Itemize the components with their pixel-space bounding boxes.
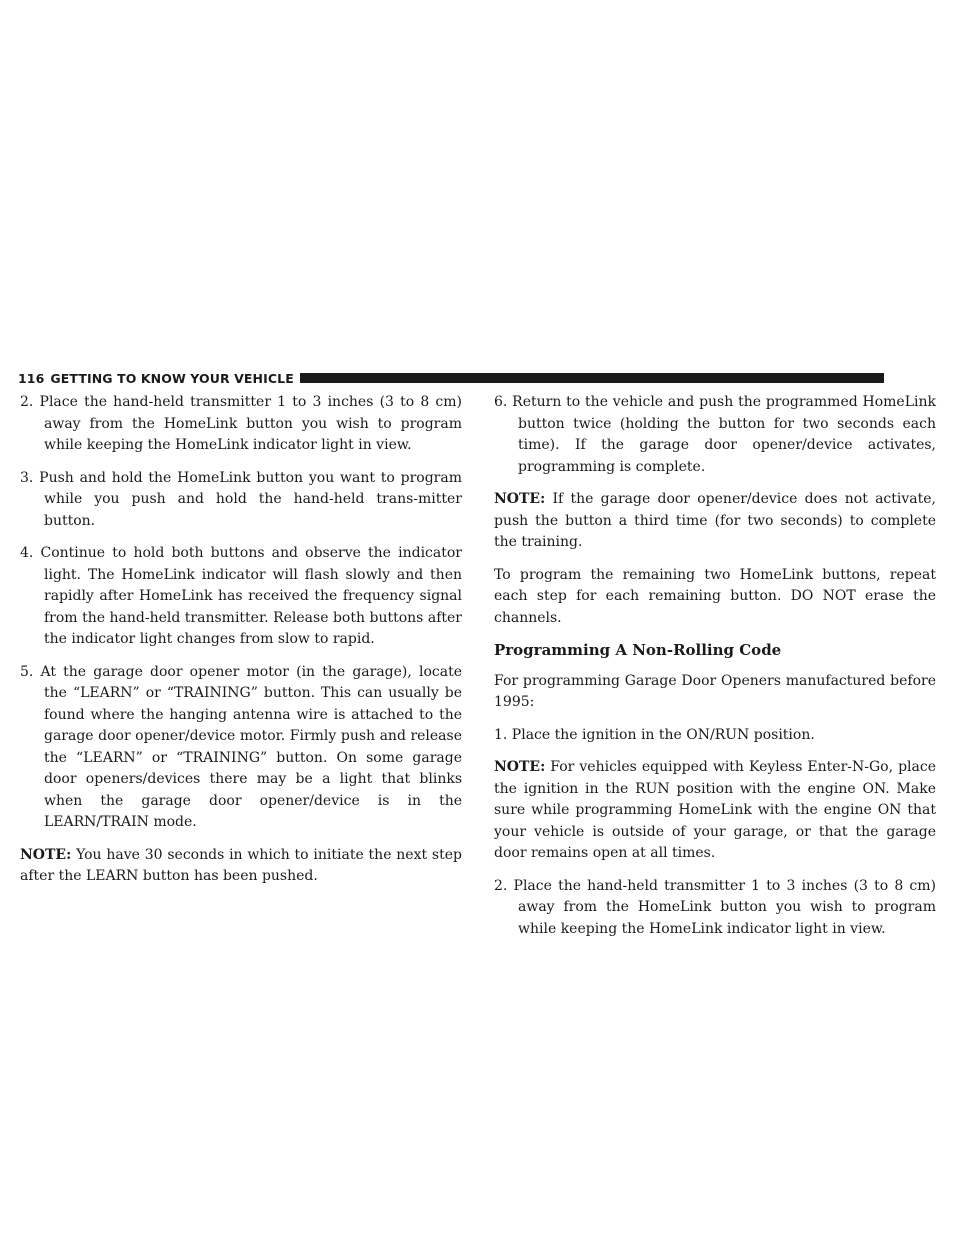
note-text: For vehicles equipped with Keyless Enter-N-Go, place the ignition in the RUN position with the engine ON. Make sure while programming HomeLink with the engine ON that your vehicle is outside of your garage, or that the garage door remains open at all times. [494,759,936,861]
step-5: 5. At the garage door opener motor (in the garage), locate the “LEARN” or “TRAINING” button. This can usually be found where the hanging antenna wire is attached to the garage door opener/device motor. Firmly push and release the “LEARN” or “TRAINING” button. On some garage door openers/devices there may be a light that blinks when the garage door opener/device is in the LEARN/TRAIN mode. [20,663,462,830]
step-4: 4. Continue to hold both buttons and observe the indicator light. The HomeLink indicator will flash slowly and then rapidly after HomeLink has received the frequency signal from the hand-held transmitter. Release both buttons after the indicator light changes from slow to rapid. [20,545,462,647]
note-keyless-enter-n-go [494,757,936,865]
step-2: 2. Place the hand-held transmitter 1 to 3 inches (3 to 8 cm) away from the HomeLink button you wish to program while keeping the HomeLink indicator light in view. [20,394,462,453]
step-1: 1. Place the ignition in the ON/RUN position. [494,726,815,743]
right-column [494,392,936,951]
header-rule [300,373,884,383]
left-column [20,392,462,899]
section-title: GETTING TO KNOW YOUR VEHICLE [50,370,294,386]
page-number: 116 [18,370,45,386]
note-third-press [494,489,936,554]
para-intro-pre-1995: For programming Garage Door Openers manufactured before 1995: [494,672,936,710]
step-6: 6. Return to the vehicle and push the programmed HomeLink button twice (holding the button for two seconds each time). If the garage door opener/device activates, programming is complete. [494,394,936,475]
note-label: NOTE: [494,759,546,775]
note-text: You have 30 seconds in which to initiate the next step after the LEARN button has been pushed. [20,846,462,884]
note-label: NOTE: [20,846,72,863]
step-3: 3. Push and hold the HomeLink button you want to program while you push and hold the hand-held trans-mitter button. [20,469,462,529]
page-header [18,369,884,387]
note-label: NOTE: [494,491,546,507]
para-remaining-buttons: To program the remaining two HomeLink buttons, repeat each step for each remaining button. DO NOT erase the channels. [494,566,936,626]
note-learn-timer [20,845,462,888]
note-text: If the garage door opener/device does not activate, push the button a third time (for two seconds) to complete the training. [494,491,936,550]
subheading-non-rolling-code: Programming A Non-Rolling Code [494,641,782,659]
step-2-repeat: 2. Place the hand-held transmitter 1 to 3 inches (3 to 8 cm) away from the HomeLink button you wish to program while keeping the HomeLink indicator light in view. [494,877,936,937]
